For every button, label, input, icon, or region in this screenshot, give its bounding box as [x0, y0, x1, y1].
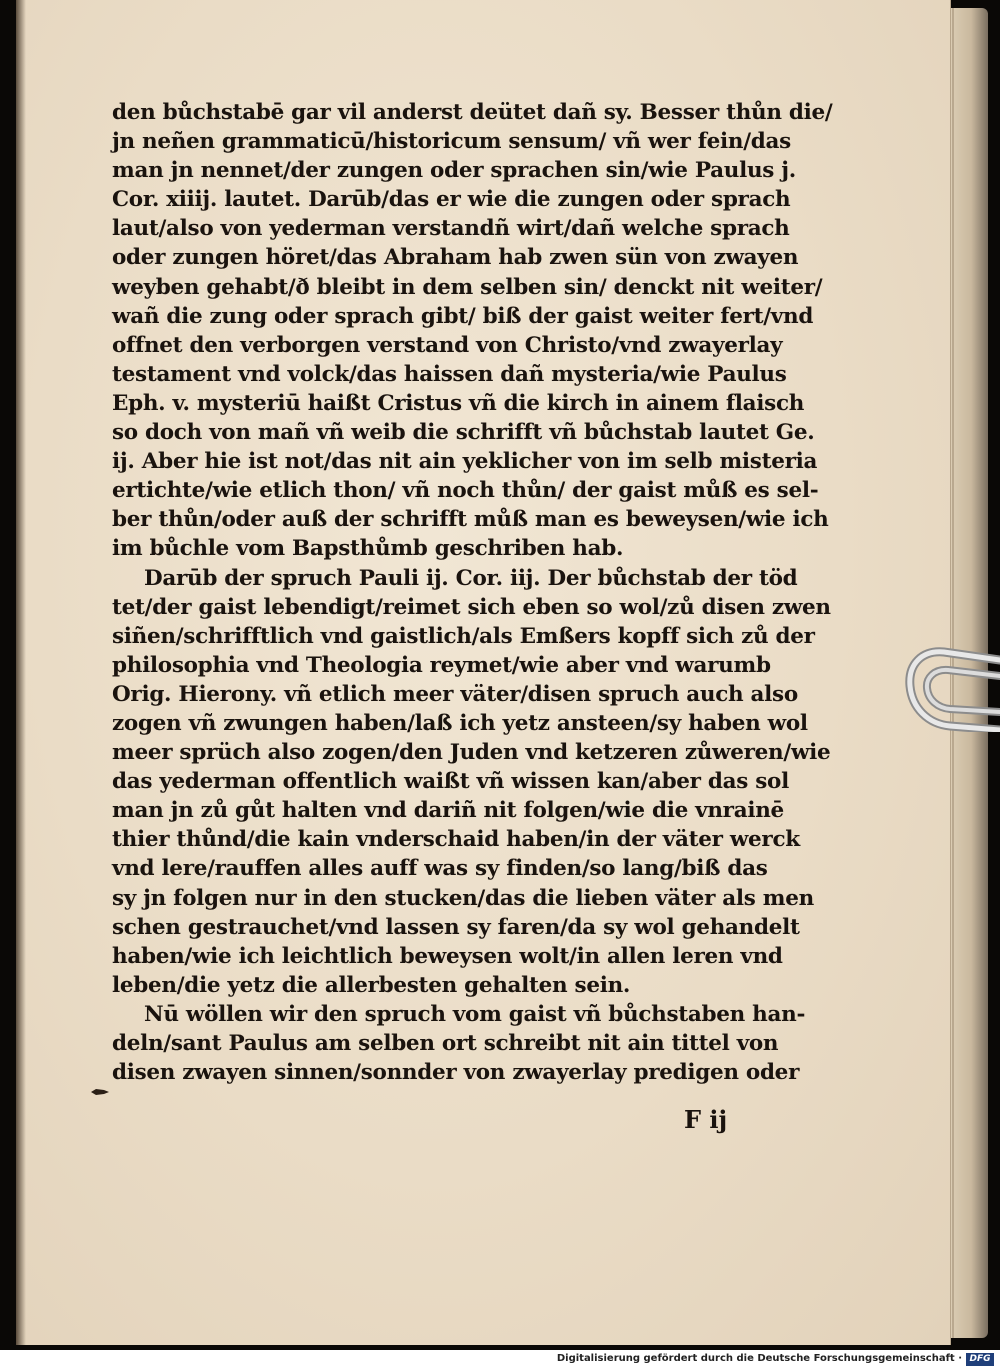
signature-mark: F ij	[684, 1105, 728, 1134]
pointing-hand-icon	[90, 1085, 110, 1099]
text-line: leben/die yetz die allerbesten gehalten sein.	[112, 972, 631, 998]
text-line: das yederman offentlich waißt vñ wissen kan/aber das sol	[112, 769, 789, 795]
dfg-logo: DFG	[966, 1353, 994, 1366]
text-line: ber thůn/oder auß der schrifft můß man es beweysen/wie ich	[112, 507, 829, 533]
paper-clip-icon	[904, 646, 1000, 732]
footer-bar	[0, 1350, 1000, 1370]
text-line: wañ die zung oder sprach gibt/ biß der gaist weiter fert/vnd	[112, 303, 814, 329]
text-line: siñen/schrifftlich vnd gaistlich/als Emßers kopff sich zů der	[112, 623, 815, 649]
text-line: deln/sant Paulus am selben ort schreibt nit ain tittel von	[112, 1031, 779, 1056]
text-line: weyben gehabt/ð bleibt in dem selben sin/ denckt nit weiter/	[112, 274, 823, 300]
text-line: thier thůnd/die kain vnderschaid haben/in der väter werck	[112, 827, 800, 853]
text-line: so doch von mañ vñ weib die schrifft vñ bůchstab lautet Ge.	[112, 420, 815, 446]
text-line: den bůchstabē gar vil anderst deütet dañ sy. Besser thůn die/	[112, 100, 833, 125]
text-line: ertichte/wie etlich thon/ vñ noch thůn/ der gaist můß es sel-	[112, 478, 819, 504]
body-text	[112, 98, 833, 1087]
text-line: Eph. v. mysteriū haißt Cristus vñ die kirch in ainem flaisch	[112, 390, 805, 416]
page-gutter-shadow	[16, 0, 26, 1345]
text-line: vnd lere/rauffen alles auff was sy finden/so lang/biß das	[112, 856, 768, 882]
text-line: im bůchle vom Bapsthůmb geschriben hab.	[112, 536, 624, 562]
text-line: jn neñen grammaticū/historicum sensum/ vñ wer fein/das	[112, 129, 791, 155]
text-line: schen gestrauchet/vnd lassen sy faren/da sy wol gehandelt	[112, 914, 800, 940]
text-line: haben/wie ich leichtlich beweysen wolt/in allen leren vnd	[112, 943, 783, 969]
text-line: disen zwayen sinnen/sonnder von zwayerlay predigen oder	[112, 1060, 800, 1086]
text-line: meer sprüch also zogen/den Juden vnd ketzeren zůweren/wie	[112, 740, 831, 766]
text-line: laut/also von yederman verstandñ wirt/dañ welche sprach	[112, 216, 790, 242]
text-line: sy jn folgen nur in den stucken/das die lieben väter als men	[112, 885, 814, 911]
text-line: ij. Aber hie ist not/das nit ain yeklicher von im selb misteria	[112, 449, 818, 475]
text-line: testament vnd volck/das haissen dañ mysteria/wie Paulus	[112, 361, 787, 387]
text-line: Cor. xiiij. lautet. Darūb/das er wie die zungen oder sprach	[112, 187, 791, 213]
text-line: Orig. Hierony. vñ etlich meer väter/disen spruch auch also	[112, 681, 798, 707]
text-line: philosophia vnd Theologia reymet/wie aber vnd warumb	[112, 652, 771, 678]
text-line: tet/der gaist lebendigt/reimet sich eben so wol/zů disen zwen	[112, 594, 831, 620]
text-line: man jn nennet/der zungen oder sprachen sin/wie Paulus j.	[112, 158, 796, 184]
funding-credit: Digitalisierung gefördert durch die Deutsche Forschungsgemeinschaft ·	[556, 1353, 962, 1364]
text-line: zogen vñ zwungen haben/laß ich yetz ansteen/sy haben wol	[112, 710, 808, 736]
text-line: Darūb der spruch Pauli ij. Cor. iij. Der bůchstab der töd	[144, 565, 798, 591]
text-line: Nū wöllen wir den spruch vom gaist vñ bůchstaben han-	[144, 1001, 806, 1027]
text-line: man jn zů gůt halten vnd dariñ nit folgen/wie die vnrainē	[112, 798, 784, 824]
text-line: offnet den verborgen verstand von Christo/vnd zwayerlay	[112, 332, 783, 358]
text-line: oder zungen höret/das Abraham hab zwen sün von zwayen	[112, 245, 799, 271]
